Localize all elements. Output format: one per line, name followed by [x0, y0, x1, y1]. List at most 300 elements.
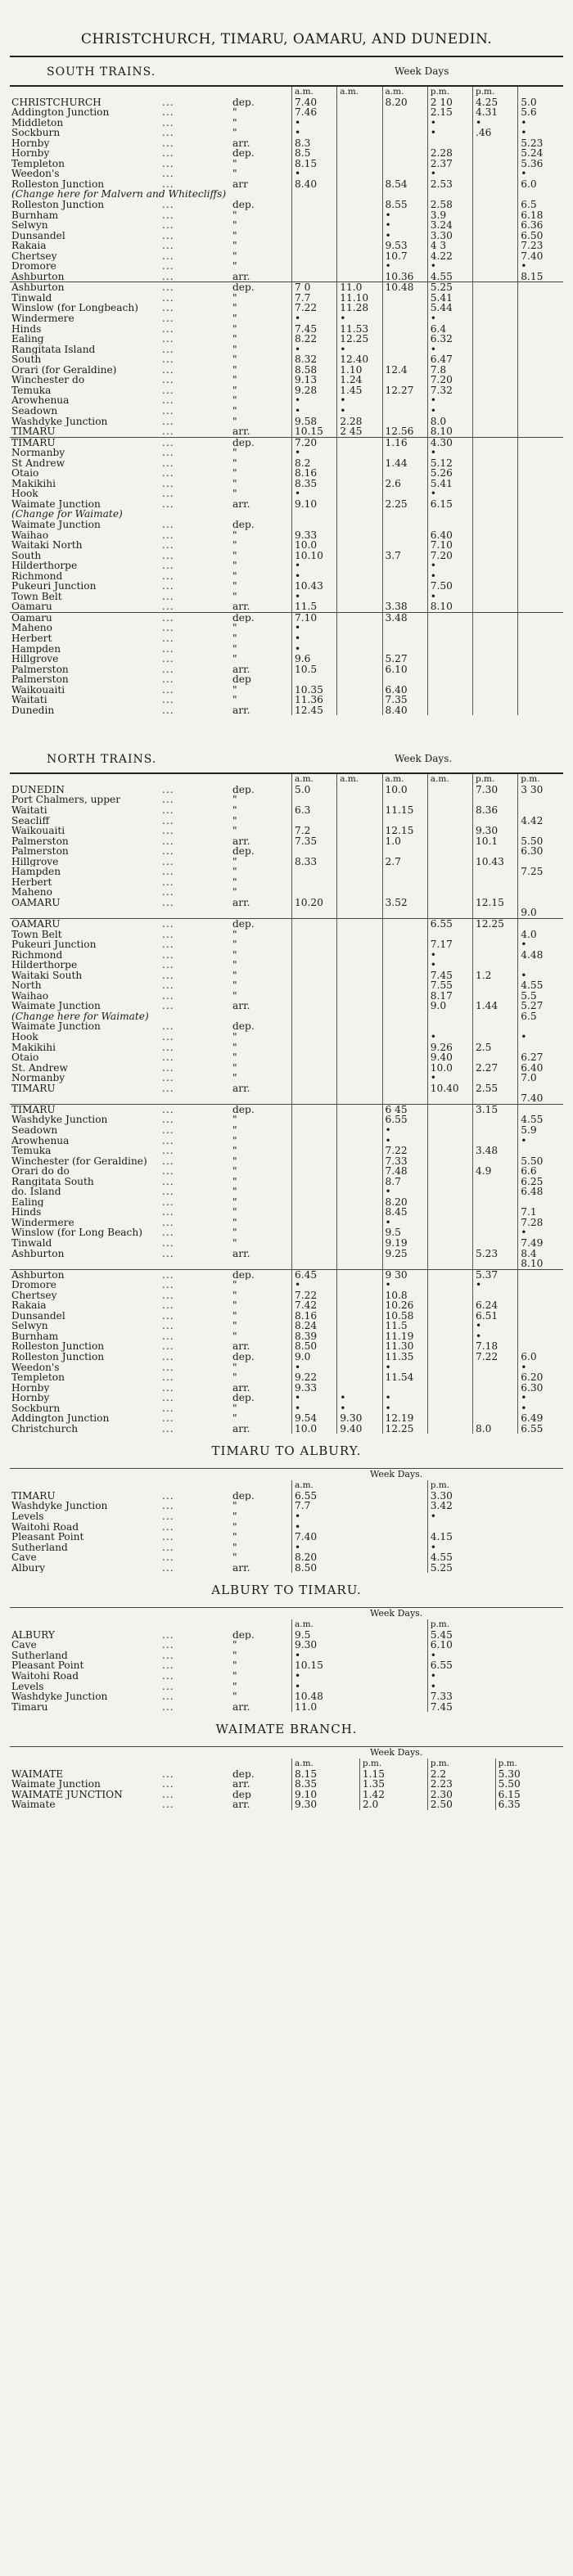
- leader-dots: ...: [162, 209, 174, 221]
- table-row: [10, 251, 563, 262]
- time-cell: [337, 128, 382, 138]
- time-cell: 1.10: [337, 365, 382, 376]
- time-cell: [427, 1393, 472, 1403]
- time-cell: [292, 1073, 337, 1083]
- column-head: a.m.: [292, 1619, 428, 1630]
- time-cell: •: [427, 571, 472, 582]
- leader-dots: ...: [162, 1542, 174, 1553]
- dep-arr-label: ": [232, 416, 237, 427]
- time-cell: [473, 437, 518, 448]
- table-row: [10, 664, 563, 675]
- station-name: Levels: [11, 1511, 44, 1522]
- table-row: [10, 107, 563, 118]
- time-cell: [473, 816, 518, 826]
- time-cell: [292, 960, 337, 971]
- leader-dots: ...: [162, 846, 174, 857]
- time-cell: [292, 887, 337, 898]
- table-row: [10, 448, 563, 458]
- time-cell: •: [427, 1651, 563, 1661]
- timaru-albury-title: TIMARU TO ALBURY.: [211, 1443, 362, 1459]
- leader-dots: ...: [162, 1413, 174, 1424]
- station-name: Pleasant Point: [11, 1660, 84, 1672]
- time-cell: 9.0: [292, 1352, 337, 1362]
- time-cell: [337, 97, 382, 108]
- dep-arr-label: ": [232, 1187, 237, 1197]
- time-cell: 11.30: [382, 1341, 427, 1352]
- time-cell: 7.48: [382, 1166, 427, 1177]
- column-head: p.m.: [427, 1480, 563, 1491]
- time-cell: [382, 633, 427, 644]
- leader-dots: ...: [162, 876, 174, 888]
- time-cell: 8.40: [382, 705, 427, 716]
- leader-dots: ...: [162, 334, 174, 345]
- time-cell: [382, 448, 427, 458]
- time-cell: •: [427, 1542, 563, 1553]
- time-cell: 5.50: [518, 1156, 563, 1167]
- time-cell: [473, 1073, 518, 1083]
- time-cell: [473, 571, 518, 582]
- time-cell: [337, 1259, 382, 1269]
- time-cell: •: [292, 118, 337, 128]
- time-cell: [382, 1032, 427, 1043]
- leader-dots: ...: [162, 1042, 174, 1053]
- time-cell: [473, 623, 518, 633]
- time-cell: [337, 877, 382, 888]
- station-name: Hornby: [11, 1382, 50, 1394]
- time-cell: 7.22: [292, 303, 337, 313]
- time-cell: 11.35: [382, 1352, 427, 1362]
- time-cell: [473, 448, 518, 458]
- time-cell: [337, 1197, 382, 1208]
- table-row: [10, 241, 563, 251]
- time-cell: [292, 1166, 337, 1177]
- leader-dots: ...: [162, 344, 174, 355]
- time-cell: •: [382, 1403, 427, 1414]
- column-head: a.m.: [292, 1759, 360, 1769]
- table-row: [10, 1651, 563, 1661]
- time-cell: 3.24: [427, 220, 472, 231]
- table-row: [10, 971, 563, 981]
- time-cell: 2 45: [337, 426, 382, 437]
- time-cell: 2.6: [382, 479, 427, 489]
- time-cell: [292, 509, 337, 520]
- station-name: Waitohi Road: [11, 1521, 79, 1533]
- time-cell: [292, 1104, 337, 1115]
- time-cell: [473, 179, 518, 190]
- time-cell: [473, 1187, 518, 1197]
- dep-arr-label: ": [232, 169, 237, 179]
- time-cell: [292, 1125, 337, 1136]
- leader-dots: ...: [162, 1403, 174, 1414]
- station-name: Arowhenua: [11, 395, 70, 406]
- time-cell: 7.33: [382, 1156, 427, 1167]
- time-cell: 8.7: [382, 1177, 427, 1187]
- time-cell: [427, 1156, 472, 1167]
- time-cell: 8.33: [292, 857, 337, 867]
- time-cell: [473, 1032, 518, 1043]
- time-cell: •: [427, 448, 472, 458]
- station-name: Oamaru: [10, 601, 160, 612]
- station-name: Seacliff: [11, 815, 50, 826]
- time-cell: [473, 426, 518, 437]
- time-cell: •: [292, 1280, 337, 1290]
- dep-arr-label: ": [232, 1501, 237, 1511]
- time-cell: •: [518, 261, 563, 272]
- leader-dots: ...: [162, 1789, 174, 1800]
- station-name: Sockburn: [11, 1403, 61, 1414]
- leader-dots: ...: [162, 867, 174, 877]
- time-cell: [337, 1311, 382, 1322]
- leader-dots: ...: [162, 1052, 174, 1063]
- leader-dots: ...: [162, 1104, 174, 1115]
- time-cell: [427, 705, 472, 716]
- station-name: OAMARU: [11, 918, 61, 930]
- time-cell: 4.15: [427, 1532, 563, 1542]
- time-cell: 10.43: [292, 581, 337, 592]
- timetable-grid: [10, 87, 563, 715]
- dep-arr-label: dep: [232, 674, 251, 685]
- leader-dots: ...: [162, 1062, 174, 1074]
- dep-arr-label: dep.: [232, 918, 255, 930]
- leader-dots: ...: [162, 939, 174, 950]
- leader-dots: ...: [162, 550, 174, 561]
- leader-dots: ...: [162, 1146, 174, 1156]
- time-cell: [473, 406, 518, 417]
- leader-dots: ...: [162, 1280, 174, 1290]
- time-cell: [473, 1115, 518, 1125]
- table-row: [10, 1640, 563, 1651]
- table-row: [10, 1104, 563, 1115]
- time-cell: [473, 1227, 518, 1238]
- dep-arr-label: arr.: [231, 272, 292, 282]
- dep-arr-label: arr.: [232, 498, 250, 510]
- time-cell: [337, 479, 382, 489]
- station-name: Dunsandel: [11, 230, 65, 241]
- time-cell: [337, 919, 382, 930]
- time-cell: [518, 345, 563, 355]
- time-cell: [473, 200, 518, 210]
- time-cell: [337, 601, 382, 612]
- leader-dots: ...: [162, 1701, 174, 1713]
- time-cell: [518, 448, 563, 458]
- time-cell: [337, 468, 382, 479]
- time-cell: [337, 261, 382, 272]
- time-cell: •: [292, 644, 337, 655]
- station-name: WAIMATE: [11, 1768, 64, 1780]
- time-cell: 9.10: [292, 499, 337, 510]
- time-cell: [518, 365, 563, 376]
- station-name: Waikouaiti: [11, 826, 65, 836]
- dep-arr-label: dep.: [232, 97, 255, 108]
- time-cell: 6.10: [427, 1640, 563, 1651]
- station-name: South: [11, 354, 42, 365]
- leader-dots: ...: [162, 1532, 174, 1542]
- dep-arr-label: ": [232, 623, 237, 633]
- table-row: [10, 1383, 563, 1394]
- time-cell: 12.45: [292, 705, 337, 716]
- time-cell: [337, 138, 382, 149]
- time-cell: [337, 1362, 382, 1373]
- dep-arr-label: arr.: [232, 1248, 250, 1259]
- dep-arr-label: arr.: [232, 1083, 250, 1094]
- time-cell: [337, 1156, 382, 1167]
- station-name: Dunsandel: [11, 1310, 65, 1322]
- time-cell: •: [292, 1682, 428, 1692]
- time-cell: [337, 571, 382, 582]
- time-cell: [382, 148, 427, 159]
- time-cell: [427, 1021, 472, 1032]
- time-cell: [427, 1125, 472, 1136]
- time-cell: 7.8: [427, 365, 472, 376]
- time-cell: 1.2: [473, 971, 518, 981]
- time-cell: 11.0: [292, 1702, 428, 1713]
- leader-dots: ...: [162, 1073, 174, 1083]
- leader-dots: ...: [162, 468, 174, 479]
- table-row: [10, 324, 563, 335]
- dep-arr-label: ": [232, 1196, 237, 1208]
- station-name: Washdyke Junction: [11, 416, 108, 427]
- leader-dots: ...: [162, 1562, 174, 1574]
- time-cell: 8.36: [473, 805, 518, 816]
- time-cell: 8.15: [292, 1769, 360, 1780]
- dep-arr-label: [231, 1259, 292, 1269]
- leader-dots: ...: [162, 230, 174, 241]
- time-cell: [292, 1156, 337, 1167]
- table-row: [10, 1300, 563, 1311]
- time-cell: [473, 551, 518, 561]
- leader-dots: ...: [162, 684, 174, 696]
- time-cell: [382, 303, 427, 313]
- column-head: a.m.: [382, 774, 427, 785]
- spacer: [0, 715, 573, 745]
- time-cell: [473, 148, 518, 159]
- station-name: Ashburton: [11, 1248, 65, 1259]
- time-cell: [518, 509, 563, 520]
- time-cell: [382, 293, 427, 304]
- time-cell: [518, 406, 563, 417]
- time-cell: [337, 1372, 382, 1383]
- time-cell: [473, 601, 518, 612]
- station-name: TIMARU: [11, 1104, 56, 1115]
- table-row: [10, 530, 563, 541]
- time-cell: [427, 520, 472, 530]
- time-cell: 2.7: [382, 857, 427, 867]
- time-cell: •: [427, 169, 472, 179]
- time-cell: [292, 189, 337, 200]
- time-cell: 6.27: [518, 1052, 563, 1063]
- table-row: [10, 581, 563, 592]
- time-cell: [473, 930, 518, 940]
- station-name: Albury: [11, 1562, 46, 1574]
- station-name: Orari do do: [11, 1166, 70, 1177]
- time-cell: [473, 1393, 518, 1403]
- time-cell: 4.55: [518, 980, 563, 991]
- time-cell: [427, 1259, 472, 1269]
- table-row: [10, 1238, 563, 1249]
- time-cell: [292, 991, 337, 1002]
- time-cell: [473, 1383, 518, 1394]
- time-cell: [427, 1321, 472, 1331]
- leader-dots: ...: [162, 200, 174, 210]
- time-cell: [473, 644, 518, 655]
- station-name: Ealing: [11, 334, 44, 345]
- time-cell: [292, 1207, 337, 1218]
- leader-dots: ...: [162, 1001, 174, 1011]
- time-cell: [382, 159, 427, 169]
- table-row: [10, 1769, 563, 1780]
- time-cell: [473, 1413, 518, 1424]
- time-cell: [473, 313, 518, 324]
- time-cell: [427, 1227, 472, 1238]
- time-cell: [518, 1321, 563, 1331]
- time-cell: [292, 1187, 337, 1197]
- time-cell: [382, 1021, 427, 1032]
- time-cell: [427, 1093, 472, 1104]
- time-cell: 8.35: [292, 479, 337, 489]
- time-cell: •: [518, 1362, 563, 1373]
- time-cell: [292, 939, 337, 950]
- station-name: Waitohi Road: [11, 1671, 79, 1682]
- time-cell: 10.26: [382, 1300, 427, 1311]
- table-row: [10, 1372, 563, 1383]
- time-cell: 9.40: [427, 1052, 472, 1063]
- time-cell: 6.40: [518, 1063, 563, 1074]
- dep-arr-label: ": [232, 1146, 237, 1156]
- time-cell: [292, 795, 337, 805]
- time-cell: 8.50: [292, 1563, 428, 1574]
- time-cell: [473, 499, 518, 510]
- time-cell: 9.33: [292, 1383, 337, 1394]
- time-cell: •: [337, 345, 382, 355]
- time-cell: [337, 1249, 382, 1259]
- time-cell: [427, 644, 472, 655]
- time-cell: •: [292, 395, 337, 406]
- table-row: [10, 907, 563, 918]
- time-cell: [473, 991, 518, 1002]
- table-row: [10, 1156, 563, 1167]
- station-name: [10, 1259, 160, 1269]
- leader-dots: ...: [162, 457, 174, 469]
- time-cell: [382, 417, 427, 427]
- time-cell: [518, 1311, 563, 1322]
- time-cell: [337, 179, 382, 190]
- time-cell: 9.6: [292, 654, 337, 664]
- time-cell: 9.28: [292, 385, 337, 396]
- week-days-label: Week Days.: [370, 1469, 423, 1480]
- time-cell: 7.40: [292, 97, 337, 108]
- time-cell: [382, 1259, 427, 1269]
- dep-arr-label: ": [232, 529, 237, 541]
- time-cell: •: [292, 1542, 428, 1553]
- dep-arr-label: ": [232, 1237, 237, 1249]
- time-cell: •: [292, 128, 337, 138]
- column-head: p.m.: [427, 1619, 563, 1630]
- time-cell: 2.58: [427, 200, 472, 210]
- dep-arr-label: ": [232, 1681, 237, 1692]
- leader-dots: ...: [162, 1331, 174, 1342]
- time-cell: 8.24: [292, 1321, 337, 1331]
- time-cell: 5.45: [427, 1630, 563, 1641]
- south-week-days: Week Days: [395, 65, 449, 77]
- column-head: p.m.: [518, 774, 563, 785]
- time-cell: 8.20: [382, 97, 427, 108]
- time-cell: 2.23: [427, 1779, 495, 1790]
- time-cell: [382, 592, 427, 602]
- time-cell: [473, 1052, 518, 1063]
- time-cell: 10.8: [382, 1290, 427, 1301]
- time-cell: [337, 509, 382, 520]
- dep-arr-label: ": [232, 1290, 237, 1301]
- station-name: Levels: [11, 1681, 44, 1692]
- leader-dots: ...: [162, 323, 174, 335]
- time-cell: [382, 354, 427, 365]
- time-cell: •: [427, 1032, 472, 1043]
- time-cell: •: [382, 1125, 427, 1136]
- leader-dots: ...: [162, 292, 174, 304]
- time-cell: [427, 695, 472, 705]
- time-cell: [292, 1115, 337, 1125]
- time-cell: [382, 1383, 427, 1394]
- time-cell: [518, 1280, 563, 1290]
- time-cell: 6.20: [518, 1372, 563, 1383]
- leader-dots: ...: [162, 1660, 174, 1672]
- time-cell: [382, 118, 427, 128]
- table-row: [10, 159, 563, 169]
- time-cell: [337, 1238, 382, 1249]
- time-cell: [427, 1218, 472, 1228]
- time-cell: 10.10: [292, 551, 337, 561]
- time-cell: •: [337, 395, 382, 406]
- time-cell: •: [427, 960, 472, 971]
- time-cell: [427, 1197, 472, 1208]
- station-name: Burnham: [11, 209, 59, 221]
- dep-arr-label: dep.: [232, 612, 255, 624]
- time-cell: 7.18: [473, 1341, 518, 1352]
- time-cell: 9.25: [382, 1249, 427, 1259]
- time-cell: [337, 458, 382, 469]
- time-cell: [337, 1321, 382, 1331]
- station-name: Hornby: [11, 137, 50, 149]
- time-cell: [473, 231, 518, 241]
- time-cell: •: [518, 971, 563, 981]
- time-cell: [292, 907, 337, 918]
- time-cell: 10.48: [292, 1691, 428, 1702]
- time-cell: [518, 293, 563, 304]
- time-cell: 9.26: [427, 1043, 472, 1053]
- time-cell: 5.23: [518, 138, 563, 149]
- time-cell: 6.10: [382, 664, 427, 675]
- leader-dots: ...: [162, 1176, 174, 1187]
- time-cell: 10.5: [292, 664, 337, 675]
- table-row: [10, 857, 563, 867]
- station-name: Normanby: [11, 1073, 65, 1083]
- station-name: Oamaru: [11, 612, 52, 624]
- time-cell: [518, 633, 563, 644]
- time-cell: •: [292, 489, 337, 499]
- time-cell: [473, 385, 518, 396]
- table-row: [10, 1522, 563, 1533]
- time-cell: [518, 1146, 563, 1156]
- time-cell: [473, 592, 518, 602]
- time-cell: [518, 437, 563, 448]
- column-head: p.m.: [473, 87, 518, 97]
- leader-dots: ...: [162, 97, 174, 108]
- time-cell: [337, 971, 382, 981]
- dep-arr-label: ": [232, 876, 237, 888]
- time-cell: 8.0: [427, 417, 472, 427]
- time-cell: [473, 365, 518, 376]
- station-name: Washdyke Junction: [11, 1115, 108, 1125]
